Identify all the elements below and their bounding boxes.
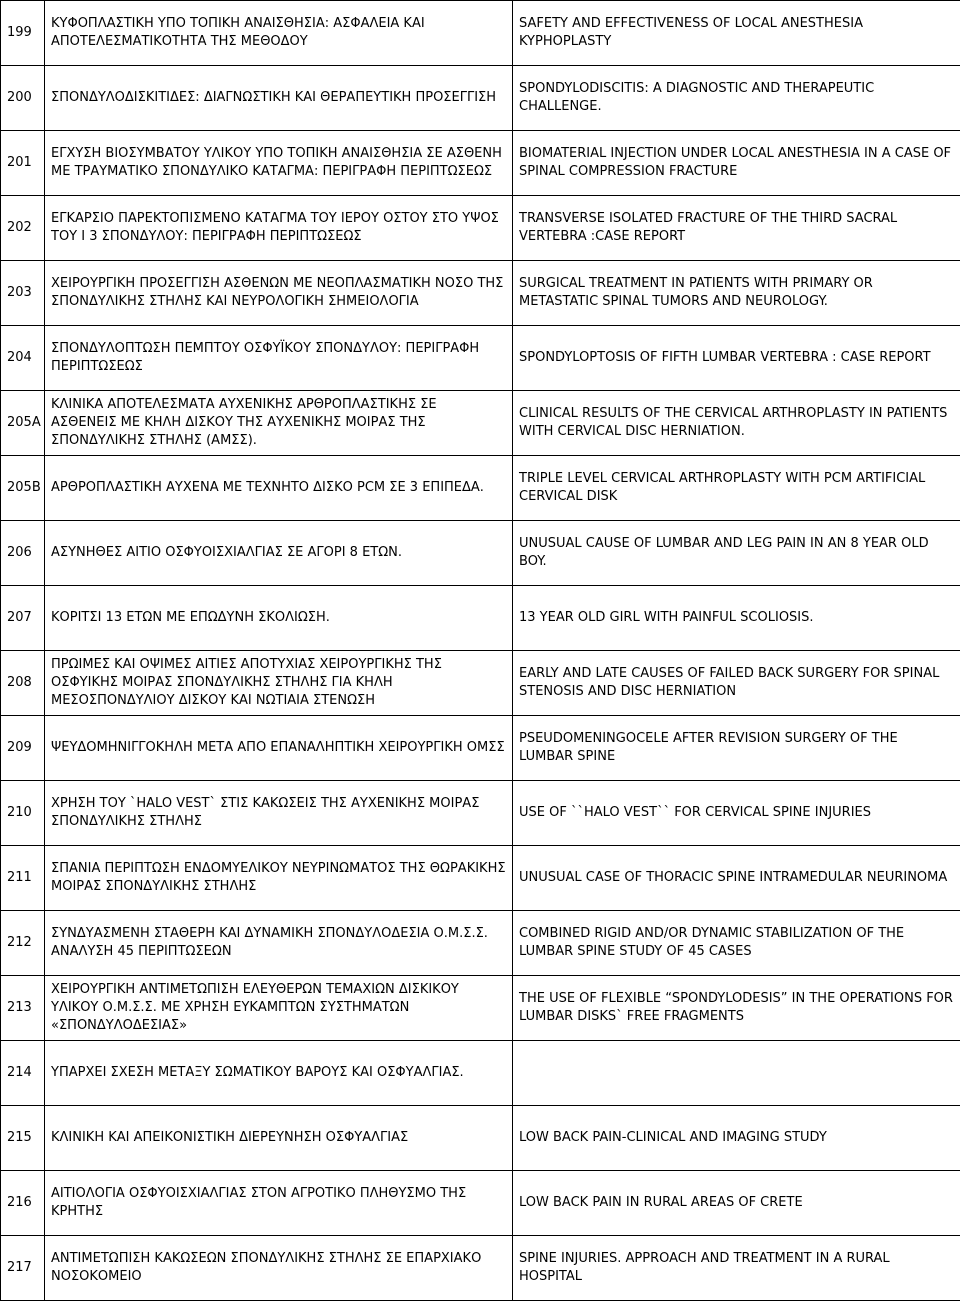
greek-title: ΧΕΙΡΟΥΡΓΙΚΗ ΑΝΤΙΜΕΤΩΠΙΣΗ ΕΛΕΥΘΕΡΩΝ ΤΕΜΑΧΙΩΝ ΔΙΣΚΙΚΟΥ ΥΛΙΚΟΥ Ο.Μ.Σ.Σ. ΜΕ ΧΡΗΣΗ ΕΥΚΑΜΠΤΩΝ ΣΥΣΤΗΜΑΤΩΝ «ΣΠΟΝΔΥΛΟΔΕΣΙΑΣ»	[45, 976, 513, 1041]
greek-title: ΨΕΥΔΟΜΗΝΙΓΓΟΚΗΛΗ ΜΕΤΑ ΑΠΟ ΕΠΑΝΑΛΗΠΤΙΚΗ ΧΕΙΡΟΥΡΓΙΚΗ ΟΜΣΣ	[45, 716, 513, 781]
table-row	[1, 1041, 960, 1106]
abstract-number: 206	[1, 521, 45, 586]
table-row	[1, 1171, 960, 1236]
table-row	[1, 846, 960, 911]
table-row	[1, 911, 960, 976]
english-title: PSEUDOMENINGOCELE AFTER REVISION SURGERY OF THE LUMBAR SPINE	[513, 716, 960, 781]
english-title: LOW BACK PAIN IN RURAL AREAS OF CRETE	[513, 1171, 960, 1236]
abstract-number: 202	[1, 196, 45, 261]
english-title	[513, 1041, 960, 1106]
abstract-number: 201	[1, 131, 45, 196]
greek-title: ΧΕΙΡΟΥΡΓΙΚΗ ΠΡΟΣΕΓΓΙΣΗ ΑΣΘΕΝΩΝ ΜΕ ΝΕΟΠΛΑΣΜΑΤΙΚΗ ΝΟΣΟ ΤΗΣ ΣΠΟΝΔΥΛΙΚΗΣ ΣΤΗΛΗΣ ΚΑΙ ΝΕΥΡΟΛΟΓΙΚΗ ΣΗΜΕΙΟΛΟΓΙΑ	[45, 261, 513, 326]
greek-title: ΑΡΘΡΟΠΛΑΣΤΙΚΗ ΑΥΧΕΝΑ ΜΕ ΤΕΧΝΗΤΟ ΔΙΣΚΟ PCM ΣΕ 3 ΕΠΙΠΕΔΑ.	[45, 456, 513, 521]
greek-title: ΚΥΦΟΠΛΑΣΤΙΚΗ ΥΠΟ ΤΟΠΙΚΗ ΑΝΑΙΣΘΗΣΙΑ: ΑΣΦΑΛΕΙΑ ΚΑΙ ΑΠΟΤΕΛΕΣΜΑΤΙΚΟΤΗΤΑ ΤΗΣ ΜΕΘΟΔΟΥ	[45, 1, 513, 66]
english-title: SPONDYLODISCITIS: A DIAGNOSTIC AND THERAPEUTIC CHALLENGE.	[513, 66, 960, 131]
greek-title: ΚΟΡΙΤΣΙ 13 ΕΤΩΝ ΜΕ ΕΠΩΔΥΝΗ ΣΚΟΛΙΩΣΗ.	[45, 586, 513, 651]
table-row	[1, 521, 960, 586]
abstract-number: 199	[1, 1, 45, 66]
greek-title: ΣΠΑΝΙΑ ΠΕΡΙΠΤΩΣΗ ΕΝΔΟΜΥΕΛΙΚΟΥ ΝΕΥΡΙΝΩΜΑΤΟΣ ΤΗΣ ΘΩΡΑΚΙΚΗΣ ΜΟΙΡΑΣ ΣΠΟΝΔΥΛΙΚΗΣ ΣΤΗΛΗΣ	[45, 846, 513, 911]
abstract-number: 210	[1, 781, 45, 846]
english-title: TRANSVERSE ISOLATED FRACTURE OF THE THIRD SACRAL VERTEBRA :CASE REPORT	[513, 196, 960, 261]
table-row	[1, 781, 960, 846]
abstract-number: 217	[1, 1236, 45, 1301]
table-row	[1, 326, 960, 391]
greek-title: ΠΡΩΙΜΕΣ ΚΑΙ ΟΨΙΜΕΣ ΑΙΤΙΕΣ ΑΠΟΤΥΧΙΑΣ ΧΕΙΡΟΥΡΓΙΚΗΣ ΤΗΣ ΟΣΦΥΙΚΗΣ ΜΟΙΡΑΣ ΣΠΟΝΔΥΛΙΚΗΣ ΣΤΗΛΗΣ ΓΙΑ ΚΗΛΗ ΜΕΣΟΣΠΟΝΔΥΛΙΟΥ ΔΙΣΚΟΥ ΚΑΙ ΝΩΤΙΑΙΑ ΣΤΕΝΩΣΗ	[45, 651, 513, 716]
greek-title: ΕΓΚΑΡΣΙΟ ΠΑΡΕΚΤΟΠΙΣΜΕΝΟ ΚΑΤΑΓΜΑ ΤΟΥ ΙΕΡΟΥ ΟΣΤΟΥ ΣΤΟ ΥΨΟΣ ΤΟΥ Ι 3 ΣΠΟΝΔΥΛΟΥ: ΠΕΡΙΓΡΑΦΗ ΠΕΡΙΠΤΩΣΕΩΣ	[45, 196, 513, 261]
abstract-number: 214	[1, 1041, 45, 1106]
greek-title: ΣΠΟΝΔΥΛΟΔΙΣΚΙΤΙΔΕΣ: ΔΙΑΓΝΩΣΤΙΚΗ ΚΑΙ ΘΕΡΑΠΕΥΤΙΚΗ ΠΡΟΣΕΓΓΙΣΗ	[45, 66, 513, 131]
greek-title: ΣΥΝΔΥΑΣΜΕΝΗ ΣΤΑΘΕΡΗ ΚΑΙ ΔΥΝΑΜΙΚΗ ΣΠΟΝΔΥΛΟΔΕΣΙΑ Ο.Μ.Σ.Σ. ΑΝΑΛΥΣΗ 45 ΠΕΡΙΠΤΩΣΕΩΝ	[45, 911, 513, 976]
abstract-number: 209	[1, 716, 45, 781]
table-row	[1, 1236, 960, 1301]
greek-title: ΑΣΥΝΗΘΕΣ ΑΙΤΙΟ ΟΣΦΥΟΙΣΧΙΑΛΓΙΑΣ ΣΕ ΑΓΟΡΙ 8 ΕΤΩΝ.	[45, 521, 513, 586]
table-row	[1, 131, 960, 196]
abstract-number: 208	[1, 651, 45, 716]
table-row	[1, 66, 960, 131]
abstract-number: 207	[1, 586, 45, 651]
table-row	[1, 586, 960, 651]
greek-title: ΑΝΤΙΜΕΤΩΠΙΣΗ ΚΑΚΩΣΕΩΝ ΣΠΟΝΔΥΛΙΚΗΣ ΣΤΗΛΗΣ ΣΕ ΕΠΑΡΧΙΑΚΟ ΝΟΣΟΚΟΜΕΙΟ	[45, 1236, 513, 1301]
table-row	[1, 716, 960, 781]
table-row	[1, 391, 960, 456]
abstract-number: 204	[1, 326, 45, 391]
table-row	[1, 651, 960, 716]
english-title: CLINICAL RESULTS OF THE CERVICAL ARTHROPLASTY IN PATIENTS WITH CERVICAL DISC HERNIATION.	[513, 391, 960, 456]
english-title: LOW BACK PAIN-CLINICAL AND IMAGING STUDY	[513, 1106, 960, 1171]
abstract-number: 205B	[1, 456, 45, 521]
greek-title: ΑΙΤΙΟΛΟΓΙΑ ΟΣΦΥΟΙΣΧΙΑΛΓΙΑΣ ΣΤΟΝ ΑΓΡΟΤΙΚΟ ΠΛΗΘΥΣΜΟ ΤΗΣ ΚΡΗΤΗΣ	[45, 1171, 513, 1236]
abstract-number: 215	[1, 1106, 45, 1171]
table-row	[1, 1106, 960, 1171]
greek-title: ΕΓΧΥΣΗ ΒΙΟΣΥΜΒΑΤΟΥ ΥΛΙΚΟΥ ΥΠΟ ΤΟΠΙΚΗ ΑΝΑΙΣΘΗΣΙΑ ΣΕ ΑΣΘΕΝΗ ΜΕ ΤΡΑΥΜΑΤΙΚΟ ΣΠΟΝΔΥΛΙΚΟ ΚΑΤΑΓΜΑ: ΠΕΡΙΓΡΑΦΗ ΠΕΡΙΠΤΩΣΕΩΣ	[45, 131, 513, 196]
english-title: EARLY AND LATE CAUSES OF FAILED BACK SURGERY FOR SPINAL STENOSIS AND DISC HERNIATION	[513, 651, 960, 716]
greek-title: ΧΡΗΣΗ ΤΟΥ `HALO VEST` ΣΤΙΣ ΚΑΚΩΣΕΙΣ ΤΗΣ ΑΥΧΕΝΙΚΗΣ ΜΟΙΡΑΣ ΣΠΟΝΔΥΛΙΚΗΣ ΣΤΗΛΗΣ	[45, 781, 513, 846]
english-title: SPINE INJURIES. APPROACH AND TREATMENT IN A RURAL HOSPITAL	[513, 1236, 960, 1301]
english-title: COMBINED RIGID AND/OR DYNAMIC STABILIZATION OF THE LUMBAR SPINE STUDY OF 45 CASES	[513, 911, 960, 976]
abstract-number: 213	[1, 976, 45, 1041]
table-row	[1, 1, 960, 66]
greek-title: ΥΠΑΡΧΕΙ ΣΧΕΣΗ ΜΕΤΑΞΥ ΣΩΜΑΤΙΚΟΥ ΒΑΡΟΥΣ ΚΑΙ ΟΣΦΥΑΛΓΙΑΣ.	[45, 1041, 513, 1106]
table-row	[1, 196, 960, 261]
english-title: SPONDYLOPTOSIS OF FIFTH LUMBAR VERTEBRA : CASE REPORT	[513, 326, 960, 391]
table-row	[1, 976, 960, 1041]
abstract-number: 203	[1, 261, 45, 326]
english-title: TRIPLE LEVEL CERVICAL ARTHROPLASTY WITH PCM ARTIFICIAL CERVICAL DISK	[513, 456, 960, 521]
english-title: THE USE OF FLEXIBLE “SPONDYLODESIS” IN THE OPERATIONS FOR LUMBAR DISKS` FREE FRAGMENTS	[513, 976, 960, 1041]
english-title: UNUSUAL CASE OF THORACIC SPINE INTRAMEDULAR NEURINOMA	[513, 846, 960, 911]
abstract-number: 200	[1, 66, 45, 131]
abstract-number: 205A	[1, 391, 45, 456]
greek-title: ΣΠΟΝΔΥΛΟΠΤΩΣΗ ΠΕΜΠΤΟΥ ΟΣΦΥΪΚΟΥ ΣΠΟΝΔΥΛΟΥ: ΠΕΡΙΓΡΑΦΗ ΠΕΡΙΠΤΩΣΕΩΣ	[45, 326, 513, 391]
english-title: SAFETY AND EFFECTIVENESS OF LOCAL ANESTHESIA KYPHOPLASTY	[513, 1, 960, 66]
english-title: USE OF ``HALO VEST`` FOR CERVICAL SPINE INJURIES	[513, 781, 960, 846]
english-title: SURGICAL TREATMENT IN PATIENTS WITH PRIMARY OR METASTATIC SPINAL TUMORS AND NEUROLOGY.	[513, 261, 960, 326]
table-row	[1, 456, 960, 521]
abstract-number: 211	[1, 846, 45, 911]
abstract-number: 212	[1, 911, 45, 976]
table-row	[1, 261, 960, 326]
greek-title: ΚΛΙΝΙΚΑ ΑΠΟΤΕΛΕΣΜΑΤΑ ΑΥΧΕΝΙΚΗΣ ΑΡΘΡΟΠΛΑΣΤΙΚΗΣ ΣΕ ΑΣΘΕΝΕΙΣ ΜΕ ΚΗΛΗ ΔΙΣΚΟΥ ΤΗΣ ΑΥΧΕΝΙΚΗΣ ΜΟΙΡΑΣ ΤΗΣ ΣΠΟΝΔΥΛΙΚΗΣ ΣΤΗΛΗΣ (ΑΜΣΣ).	[45, 391, 513, 456]
english-title: UNUSUAL CAUSE OF LUMBAR AND LEG PAIN IN AN 8 YEAR OLD BOY.	[513, 521, 960, 586]
english-title: 13 YEAR OLD GIRL WITH PAINFUL SCOLIOSIS.	[513, 586, 960, 651]
greek-title: ΚΛΙΝΙΚΗ ΚΑΙ ΑΠΕΙΚΟΝΙΣΤΙΚΗ ΔΙΕΡΕΥΝΗΣΗ ΟΣΦΥΑΛΓΙΑΣ	[45, 1106, 513, 1171]
english-title: BIOMATERIAL INJECTION UNDER LOCAL ANESTHESIA IN A CASE OF SPINAL COMPRESSION FRACTURE	[513, 131, 960, 196]
abstract-number: 216	[1, 1171, 45, 1236]
